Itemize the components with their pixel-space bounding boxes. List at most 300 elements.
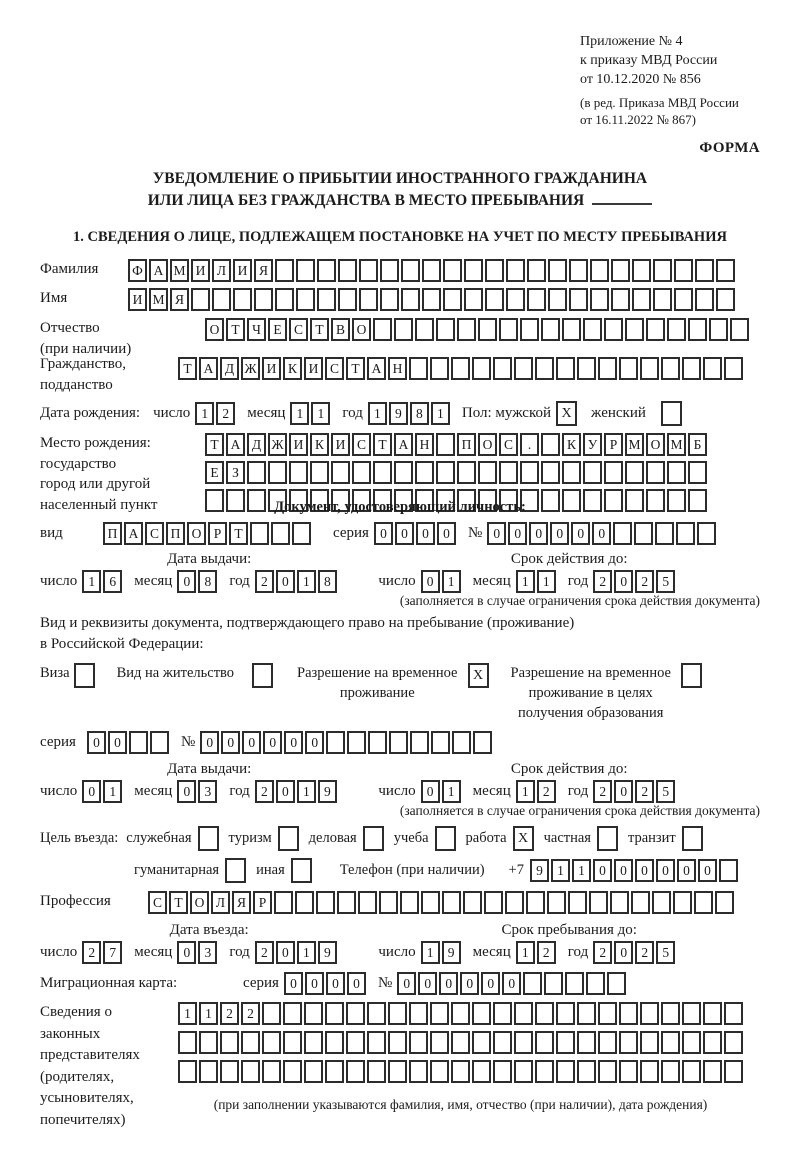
char-box (436, 461, 455, 484)
char-box (316, 891, 335, 914)
name-boxes (128, 288, 735, 311)
residence-permit-checkbox (252, 663, 273, 688)
char-box: Д (247, 433, 266, 456)
day-label: число (378, 783, 416, 799)
char-box (535, 1060, 554, 1083)
char-box (401, 288, 420, 311)
purpose-business-checkbox (363, 826, 384, 851)
annex-line: от 10.12.2020 № 856 (580, 72, 701, 87)
birth-place-sublabel-1: государство (40, 455, 117, 472)
char-box (436, 433, 455, 456)
char-box (632, 259, 651, 282)
char-box (598, 1031, 617, 1054)
char-box (527, 259, 546, 282)
representatives-label-5: усыновителях, (40, 1090, 134, 1106)
char-box (442, 891, 461, 914)
char-box (661, 1060, 680, 1083)
char-box (178, 1031, 197, 1054)
annex-line: Приложение № 4 (580, 34, 683, 49)
char-box (682, 1031, 701, 1054)
char-box (304, 1060, 323, 1083)
char-box (74, 663, 95, 688)
char-box (640, 357, 659, 380)
phone-prefix: +7 (508, 862, 524, 878)
char-box: С (145, 522, 164, 545)
char-box: 0 (502, 972, 521, 995)
char-box: 0 (481, 972, 500, 995)
char-box (661, 401, 682, 426)
char-box (514, 1031, 533, 1054)
day-label: число (153, 405, 191, 421)
char-box: X (556, 401, 577, 426)
representatives-label-6: попечителях) (40, 1111, 126, 1128)
char-box (625, 318, 644, 341)
res-number-label: № (180, 734, 196, 750)
char-box: 1 (537, 570, 556, 593)
month-label: месяц (134, 944, 173, 960)
char-box (604, 461, 623, 484)
patronymic-boxes (205, 318, 749, 341)
char-box (451, 1002, 470, 1025)
year-label: год (567, 944, 589, 960)
char-box: М (149, 288, 168, 311)
purpose-item-label: транзит (627, 830, 676, 846)
char-box: 0 (177, 780, 196, 803)
char-box (274, 891, 293, 914)
char-box (682, 357, 701, 380)
month-label: месяц (134, 783, 173, 799)
surname-boxes (128, 259, 735, 282)
month-label: месяц (472, 944, 511, 960)
char-box (473, 731, 492, 754)
char-box: 9 (442, 941, 461, 964)
char-box (289, 461, 308, 484)
visa-checkbox (74, 663, 95, 688)
char-box: 0 (177, 941, 196, 964)
char-box (703, 1060, 722, 1083)
char-box (409, 1060, 428, 1083)
stay-until-title: Срок пребывания до: (501, 922, 637, 938)
char-box: 0 (276, 570, 295, 593)
char-box: 1 (290, 402, 309, 425)
char-box: 0 (508, 522, 527, 545)
char-box: В (331, 318, 350, 341)
char-box: 0 (656, 859, 675, 882)
char-box: 1 (516, 570, 535, 593)
char-box: 0 (87, 731, 106, 754)
char-box: 0 (284, 731, 303, 754)
char-box (632, 288, 651, 311)
char-box (541, 461, 560, 484)
entry-day (82, 941, 122, 964)
char-box (544, 972, 563, 995)
char-box (409, 1002, 428, 1025)
char-box (541, 433, 560, 456)
char-box: 0 (460, 972, 479, 995)
representatives-row-3 (178, 1060, 743, 1083)
char-box: 1 (311, 402, 330, 425)
year-label: год (567, 573, 589, 589)
doc-expiry-year (593, 570, 675, 593)
char-box (359, 288, 378, 311)
char-box (415, 318, 434, 341)
char-box (610, 891, 629, 914)
doc-series-boxes (374, 522, 456, 545)
mc-number-boxes (397, 972, 626, 995)
char-box: З (226, 461, 245, 484)
char-box (604, 489, 623, 512)
purpose-item-label: деловая (308, 830, 357, 846)
char-box (695, 259, 714, 282)
purpose-label: Цель въезда: (40, 830, 119, 846)
char-box (577, 1060, 596, 1083)
birth-month-boxes (290, 402, 330, 425)
char-box: Т (178, 357, 197, 380)
year-label: год (342, 405, 363, 421)
char-box (478, 461, 497, 484)
char-box (241, 1031, 260, 1054)
char-box: 0 (487, 522, 506, 545)
char-box (338, 288, 357, 311)
temp-residence-edu-label: Разрешение на временное проживание в целях получения образования (510, 665, 671, 721)
char-box: А (394, 433, 413, 456)
purpose-item-label: учеба (393, 830, 429, 846)
char-box: 0 (571, 522, 590, 545)
char-box: 0 (635, 859, 654, 882)
char-box (715, 891, 734, 914)
char-box (562, 461, 581, 484)
char-box (325, 1002, 344, 1025)
char-box (597, 826, 618, 851)
birth-place-label: Место рождения: (40, 435, 151, 451)
char-box (472, 1031, 491, 1054)
char-box (254, 288, 273, 311)
surname-label: Фамилия (40, 261, 99, 277)
char-box: 0 (439, 972, 458, 995)
char-box: 8 (318, 570, 337, 593)
section1-heading: 1. СВЕДЕНИЯ О ЛИЦЕ, ПОДЛЕЖАЩЕМ ПОСТАНОВКЕ НА УЧЕТ ПО МЕСТУ ПРЕБЫВАНИЯ (73, 229, 727, 245)
char-box (435, 826, 456, 851)
title-blank-line (592, 190, 652, 205)
char-box: С (289, 318, 308, 341)
purpose-other-checkbox (291, 858, 312, 883)
char-box: Ч (247, 318, 266, 341)
day-label: число (40, 573, 78, 589)
char-box: 0 (326, 972, 345, 995)
char-box (225, 858, 246, 883)
res-series-boxes (87, 731, 169, 754)
char-box (703, 357, 722, 380)
char-box: 0 (276, 780, 295, 803)
char-box (499, 318, 518, 341)
char-box (682, 1060, 701, 1083)
char-box: 0 (698, 859, 717, 882)
char-box: 1 (551, 859, 570, 882)
char-box (716, 288, 735, 311)
char-box: 0 (550, 522, 569, 545)
char-box: Т (310, 318, 329, 341)
char-box (674, 259, 693, 282)
char-box: Я (254, 259, 273, 282)
char-box (640, 1031, 659, 1054)
char-box: 0 (221, 731, 240, 754)
char-box (709, 318, 728, 341)
representatives-note: (при заполнении указываются фамилия, имя, отчество (при наличии), дата рождения) (213, 1097, 708, 1112)
char-box (430, 1031, 449, 1054)
purpose-item-label: работа (465, 830, 507, 846)
char-box (247, 461, 266, 484)
char-box: 0 (200, 731, 219, 754)
representatives-label-4: (родителях, (40, 1068, 115, 1085)
char-box: А (124, 522, 143, 545)
char-box (565, 972, 584, 995)
char-box: 0 (529, 522, 548, 545)
char-box (505, 891, 524, 914)
char-box: О (190, 891, 209, 914)
char-box (472, 1060, 491, 1083)
res-issue-day (82, 780, 122, 803)
char-box: Р (208, 522, 227, 545)
purpose-item-label: служебная (126, 830, 192, 846)
char-box (410, 731, 429, 754)
char-box (295, 891, 314, 914)
birth-day-boxes (195, 402, 235, 425)
char-box (367, 1002, 386, 1025)
char-box (452, 731, 471, 754)
char-box (401, 259, 420, 282)
char-box: 9 (318, 941, 337, 964)
char-box (359, 259, 378, 282)
char-box: 0 (263, 731, 282, 754)
char-box (604, 318, 623, 341)
char-box: 2 (593, 941, 612, 964)
char-box: И (128, 288, 147, 311)
doc-number-label: № (467, 525, 483, 541)
char-box (463, 891, 482, 914)
char-box (694, 891, 713, 914)
char-box: У (583, 433, 602, 456)
char-box (607, 972, 626, 995)
char-box: О (478, 433, 497, 456)
char-box (275, 259, 294, 282)
char-box (430, 1060, 449, 1083)
char-box (583, 318, 602, 341)
char-box: Т (229, 522, 248, 545)
char-box: X (468, 663, 489, 688)
profession-boxes (148, 891, 734, 914)
char-box (569, 288, 588, 311)
month-label: месяц (472, 783, 511, 799)
char-box: С (352, 433, 371, 456)
char-box (422, 259, 441, 282)
char-box (646, 489, 665, 512)
char-box (394, 318, 413, 341)
char-box: 0 (418, 972, 437, 995)
amend-line: (в ред. Приказа МВД России (580, 95, 739, 110)
visa-option (40, 663, 95, 688)
char-box (514, 1002, 533, 1025)
char-box (646, 461, 665, 484)
char-box (541, 318, 560, 341)
char-box: Л (211, 891, 230, 914)
char-box (346, 1031, 365, 1054)
char-box (598, 357, 617, 380)
res-number-boxes (200, 731, 492, 754)
purpose-item-label: иная (256, 862, 285, 878)
char-box (472, 1002, 491, 1025)
char-box: 1 (572, 859, 591, 882)
char-box (640, 1002, 659, 1025)
char-box: 2 (593, 570, 612, 593)
month-label: месяц (472, 573, 511, 589)
char-box: 3 (198, 941, 217, 964)
doc-expiry-title: Срок действия до: (510, 551, 628, 567)
char-box (415, 461, 434, 484)
char-box: 2 (241, 1002, 260, 1025)
sex-male-checkbox (556, 401, 577, 426)
char-box: П (103, 522, 122, 545)
char-box: 0 (82, 780, 101, 803)
doc-kind-label: вид (40, 525, 63, 541)
char-box: П (457, 433, 476, 456)
temp-residence-option (297, 663, 488, 703)
char-box: Ж (241, 357, 260, 380)
char-box (367, 1031, 386, 1054)
char-box (661, 1031, 680, 1054)
char-box (520, 461, 539, 484)
char-box (457, 318, 476, 341)
char-box (716, 259, 735, 282)
char-box: 0 (614, 859, 633, 882)
month-label: месяц (134, 573, 173, 589)
char-box (514, 1060, 533, 1083)
char-box (619, 1002, 638, 1025)
char-box: . (520, 433, 539, 456)
char-box (241, 1060, 260, 1083)
birth-place-sublabel-2: город или другой (40, 476, 151, 492)
char-box (667, 489, 686, 512)
char-box: И (331, 433, 350, 456)
char-box: 1 (442, 780, 461, 803)
char-box: Е (268, 318, 287, 341)
char-box (703, 1002, 722, 1025)
res-expiry-title: Срок действия до: (510, 761, 628, 777)
char-box (178, 1060, 197, 1083)
char-box: А (226, 433, 245, 456)
char-box (220, 1031, 239, 1054)
char-box: 0 (614, 780, 633, 803)
char-box: 1 (297, 941, 316, 964)
char-box (268, 461, 287, 484)
temp-residence-edu-option (511, 663, 702, 723)
char-box: 1 (297, 780, 316, 803)
char-box: 0 (242, 731, 261, 754)
char-box (568, 891, 587, 914)
char-box (493, 357, 512, 380)
entry-year (255, 941, 337, 964)
char-box (569, 259, 588, 282)
char-box (262, 1002, 281, 1025)
purpose-official-checkbox (198, 826, 219, 851)
birth-place-row-1 (205, 433, 707, 456)
char-box: 0 (421, 780, 440, 803)
annex-line: к приказу МВД России (580, 53, 718, 68)
char-box (262, 1031, 281, 1054)
char-box: 3 (198, 780, 217, 803)
char-box (129, 731, 148, 754)
char-box: О (646, 433, 665, 456)
phone-boxes (530, 859, 738, 882)
char-box: 6 (103, 570, 122, 593)
sex-female-checkbox (661, 401, 682, 426)
char-box (527, 288, 546, 311)
char-box (674, 288, 693, 311)
char-box: 2 (255, 941, 274, 964)
char-box (619, 357, 638, 380)
char-box (526, 891, 545, 914)
char-box (523, 972, 542, 995)
amend-line: от 16.11.2022 № 867) (580, 112, 697, 127)
char-box (451, 1060, 470, 1083)
char-box (631, 891, 650, 914)
char-box: 1 (199, 1002, 218, 1025)
doc-issue-month (177, 570, 217, 593)
char-box (464, 259, 483, 282)
char-box: 1 (442, 570, 461, 593)
res-issue-year (255, 780, 337, 803)
birth-place-sublabel-3: населенный пункт (40, 496, 158, 513)
char-box: 1 (421, 941, 440, 964)
res-expiry-year (593, 780, 675, 803)
char-box (191, 288, 210, 311)
char-box (275, 288, 294, 311)
char-box (589, 891, 608, 914)
char-box: 9 (389, 402, 408, 425)
char-box: Л (212, 259, 231, 282)
entry-month (177, 941, 217, 964)
char-box: 0 (305, 972, 324, 995)
char-box (363, 826, 384, 851)
document-title (40, 168, 760, 212)
char-box (583, 461, 602, 484)
char-box (352, 461, 371, 484)
res-expiry-day (421, 780, 461, 803)
temp-residence-checkbox (468, 663, 489, 688)
char-box (535, 1031, 554, 1054)
char-box: 1 (431, 402, 450, 425)
char-box (457, 461, 476, 484)
char-box (388, 1031, 407, 1054)
char-box (611, 259, 630, 282)
char-box (520, 318, 539, 341)
doc-expiry-note: (заполняется в случае ограничения срока действия документа) (399, 593, 760, 608)
doc-issue-year (255, 570, 337, 593)
char-box: М (625, 433, 644, 456)
patronymic-label: Отчество (40, 320, 100, 336)
year-label: год (229, 783, 250, 799)
residence-permit-option (117, 663, 273, 688)
char-box (682, 826, 703, 851)
char-box: 5 (656, 570, 675, 593)
char-box (548, 259, 567, 282)
mc-series-boxes (284, 972, 366, 995)
sex-female-label: женский (591, 405, 646, 421)
char-box (625, 489, 644, 512)
char-box (611, 288, 630, 311)
char-box (493, 1060, 512, 1083)
char-box (443, 288, 462, 311)
char-box: 0 (437, 522, 456, 545)
